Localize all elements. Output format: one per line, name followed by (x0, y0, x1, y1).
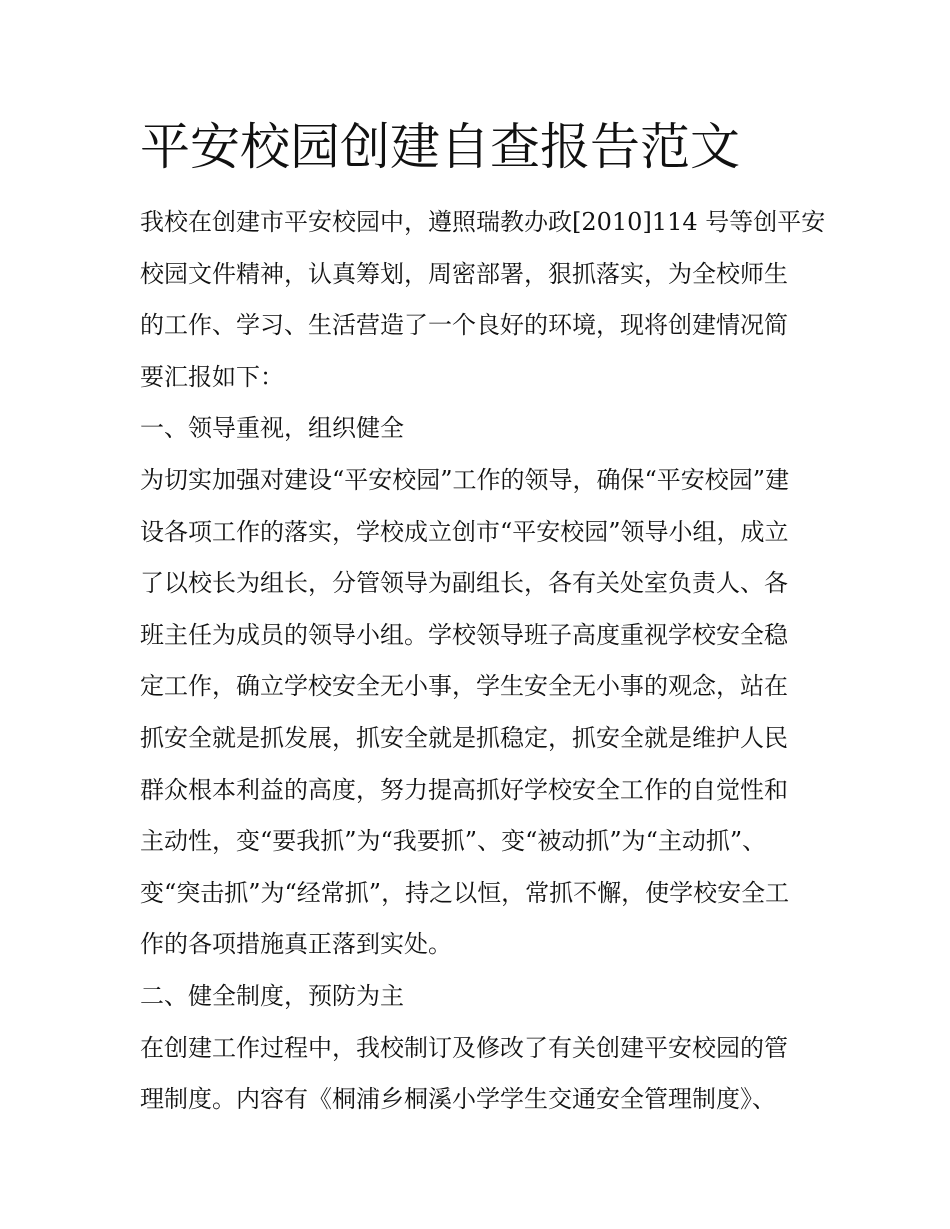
body-line: 作的各项措施真正落到实处。 (140, 930, 452, 959)
body-line: 在创建工作过程中，我校制订及修改了有关创建平安校园的管 (140, 1033, 788, 1062)
body-line: 为切实加强对建设“平安校园”工作的领导，确保“平安校园”建 (140, 465, 790, 494)
body-line: 的工作、学习、生活营造了一个良好的环境，现将创建情况简 (140, 311, 788, 340)
body-line: 定工作，确立学校安全无小事，学生安全无小事的观念，站在 (140, 672, 788, 701)
body-line: 我校在创建市平安校园中，遵照瑞教办政[2010]114 号等创平安 (140, 208, 826, 236)
document-title: 平安校园创建自查报告范文 (140, 118, 740, 176)
body-line: 抓安全就是抓发展，抓安全就是抓稳定，抓安全就是维护人民 (140, 723, 788, 752)
body-line: 主动性，变“要我抓”为“我要抓”、变“被动抓”为“主动抓”、 (140, 827, 767, 856)
section-heading: 一、领导重视，组织健全 (140, 414, 404, 443)
section-heading: 二、健全制度，预防为主 (140, 981, 404, 1010)
body-line: 变“突击抓”为“经常抓”，持之以恒，常抓不懈，使学校安全工 (140, 878, 790, 907)
document-body (140, 197, 826, 1126)
body-line: 设各项工作的落实，学校成立创市“平安校园”领导小组，成立 (140, 517, 789, 546)
body-line: 了以校长为组长，分管领导为副组长，各有关处室负责人、各 (140, 569, 788, 598)
body-line: 校园文件精神，认真筹划，周密部署，狠抓落实，为全校师生 (140, 259, 788, 288)
body-line: 群众根本利益的高度，努力提高抓好学校安全工作的自觉性和 (140, 775, 788, 804)
body-line: 班主任为成员的领导小组。学校领导班子高度重视学校安全稳 (140, 620, 788, 649)
body-line: 要汇报如下： (140, 362, 284, 391)
body-line: 理制度。内容有《桐浦乡桐溪小学学生交通安全管理制度》、 (140, 1085, 776, 1114)
